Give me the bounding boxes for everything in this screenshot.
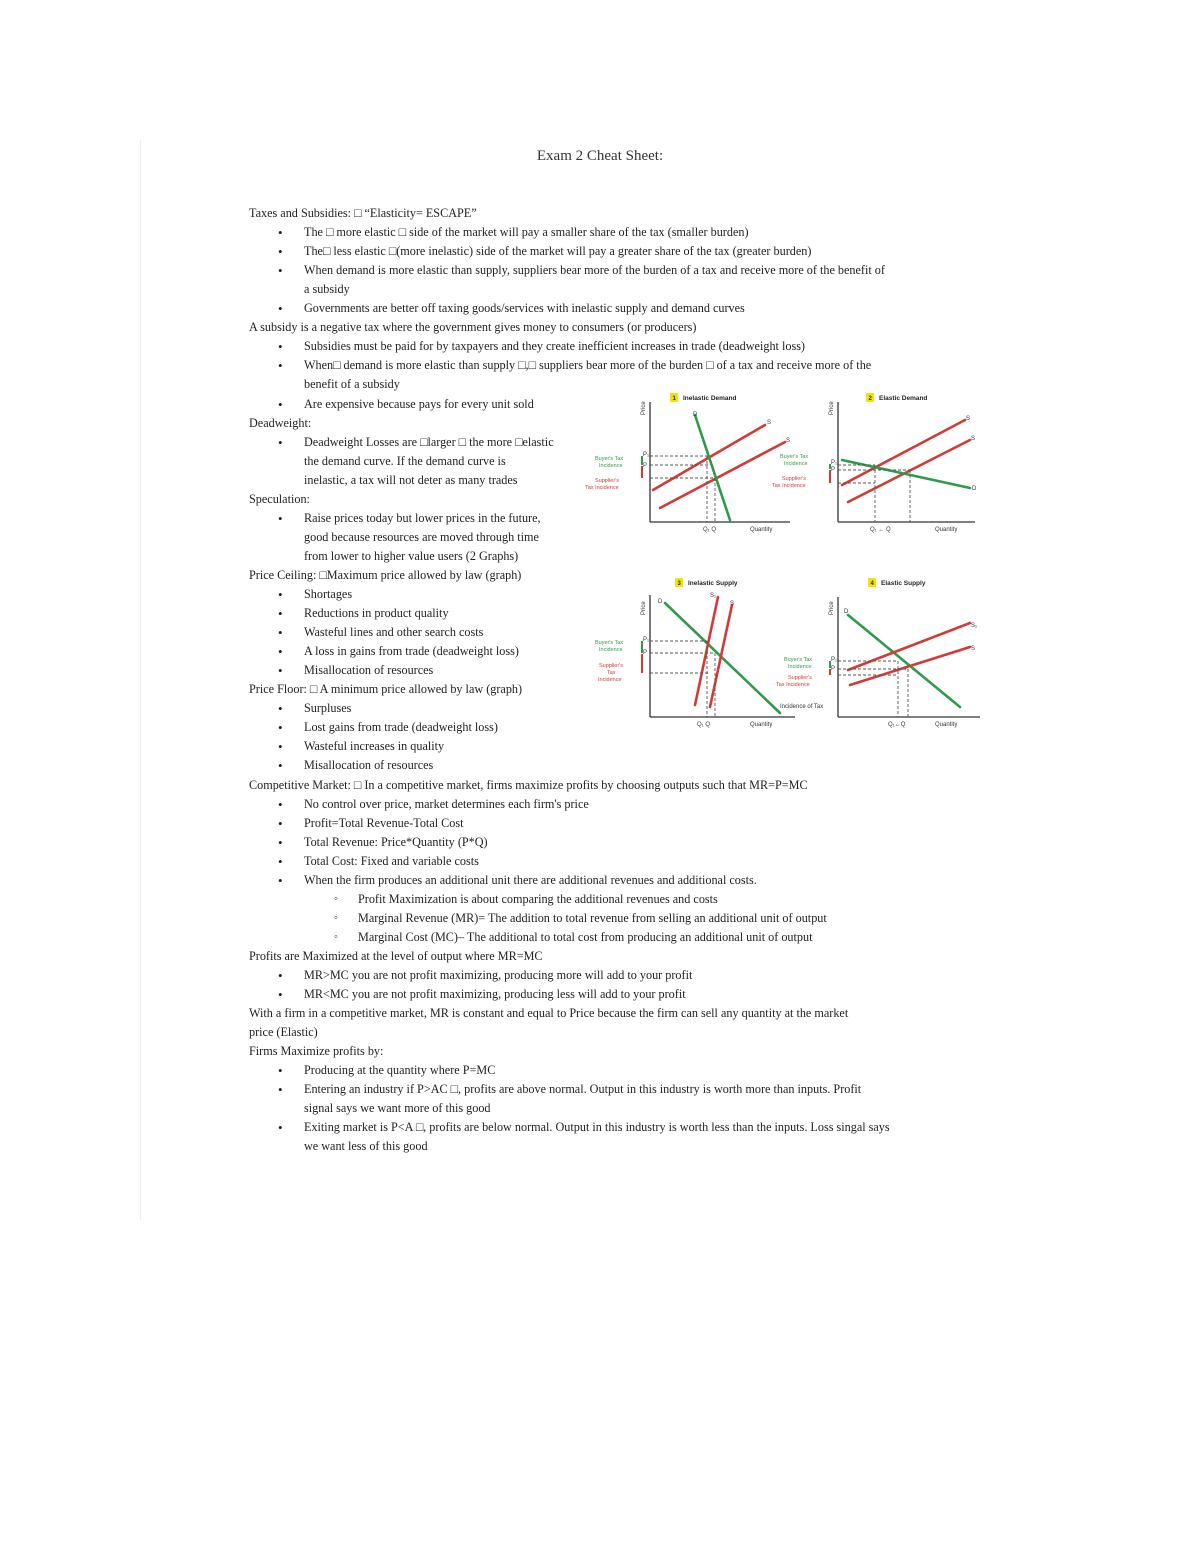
chart-number: 3 bbox=[677, 581, 681, 587]
list-item: • The □ more elastic □ side of the market will pay a smaller share of the tax (smaller burden) bbox=[304, 225, 749, 240]
x-axis-label: Quantity bbox=[935, 527, 958, 533]
buyer-label: Buyer's Tax bbox=[784, 657, 813, 663]
page-title: Exam 2 Cheat Sheet: bbox=[536, 148, 664, 164]
curve-label: S₁ bbox=[710, 593, 717, 599]
y-axis-label: Price bbox=[641, 601, 647, 615]
list-item: • Entering an industry if P>AC □, profits are above normal. Output in this industry is worth more than inputs. Profit bbox=[304, 1082, 861, 1097]
list-item: • The□ less elastic □(more inelastic) side of the market will pay a greater share of the tax (greater burden) bbox=[304, 244, 811, 259]
section-heading-price-ceiling: Price Ceiling: □Maximum price allowed by law (graph) bbox=[249, 568, 522, 582]
curve-label: S bbox=[786, 438, 791, 444]
y-axis-label: Price bbox=[829, 401, 835, 415]
buyer-label: Buyer's Tax bbox=[595, 640, 624, 646]
curve-label: D bbox=[972, 486, 977, 492]
quantity-label: Q₁ Q bbox=[703, 527, 717, 533]
list-item: • Total Cost: Fixed and variable costs bbox=[304, 854, 479, 869]
list-item: • When□ demand is more elastic than supply □,□ suppliers bear more of the burden □ of a tax and receive more of the bbox=[304, 358, 871, 373]
list-item-continuation: from lower to higher value users (2 Graphs) bbox=[304, 549, 519, 563]
paragraph-subsidy: A subsidy is a negative tax where the government gives money to consumers (or producers) bbox=[249, 320, 697, 334]
supplier-label: Tax Incidence bbox=[776, 682, 810, 688]
price-label: P bbox=[643, 650, 648, 656]
list-item: • Raise prices today but lower prices in the future, bbox=[304, 511, 541, 526]
chart-heading: Inelastic Supply bbox=[688, 580, 738, 587]
chart-heading: Elastic Demand bbox=[879, 395, 928, 402]
supplier-incidence-bar bbox=[641, 654, 643, 673]
list-item-continuation: signal says we want more of this good bbox=[304, 1101, 491, 1115]
chart-number: 1 bbox=[672, 396, 676, 402]
supplier-label: Incidence bbox=[598, 677, 622, 683]
list-item: • Surpluses bbox=[304, 701, 351, 716]
section-heading-firms: Firms Maximize profits by: bbox=[249, 1044, 384, 1058]
list-item: • Wasteful increases in quality bbox=[304, 739, 444, 754]
list-item-continuation: inelastic, a tax will not deter as many trades bbox=[304, 473, 518, 487]
chart-number: 4 bbox=[870, 581, 874, 587]
price-label: P bbox=[831, 666, 836, 672]
demand-curve bbox=[695, 415, 730, 520]
y-axis-label: Price bbox=[641, 401, 647, 415]
list-item: • No control over price, market determines each firm's price bbox=[304, 797, 589, 812]
demand-curve bbox=[665, 603, 780, 713]
list-item: • Reductions in product quality bbox=[304, 606, 449, 621]
paragraph-profit-max: Profits are Maximized at the level of output where MR=MC bbox=[249, 949, 543, 963]
supply-curve bbox=[850, 647, 970, 685]
sub-list-item: ◦ Profit Maximization is about comparing the additional revenues and costs bbox=[358, 892, 718, 907]
curve-label: S bbox=[971, 646, 976, 652]
buyer-label: Incidence bbox=[784, 461, 808, 467]
section-heading-competitive-market: Competitive Market: □ In a competitive market, firms maximize profits by choosing outputs such that MR=P=MC bbox=[249, 778, 808, 792]
quantity-label: Q₁ Q bbox=[697, 722, 711, 728]
section-heading-price-floor: Price Floor: □ A minimum price allowed by law (graph) bbox=[249, 682, 523, 696]
price-label: P₁ bbox=[643, 452, 650, 458]
chart-number: 2 bbox=[868, 396, 872, 402]
curve-label: S bbox=[730, 601, 735, 607]
supplier-label: Tax Incidence bbox=[585, 485, 619, 491]
page-edge bbox=[140, 140, 141, 1220]
list-item: • Governments are better off taxing goods/services with inelastic supply and demand curves bbox=[304, 301, 745, 316]
supplier-label: Tax Incidence bbox=[772, 483, 806, 489]
list-item: • When demand is more elastic than supply, suppliers bear more of the burden of a tax and receive more of the benefit of bbox=[304, 263, 885, 278]
sub-list-item: ◦ Marginal Cost (MC)– The additional to total cost from producing an additional unit of output bbox=[358, 930, 812, 945]
paragraph-mr-constant: With a firm in a competitive market, MR is constant and equal to Price because the firm can sell any quantity at the market bbox=[249, 1006, 849, 1020]
supplier-label: Supplier's bbox=[599, 663, 623, 669]
list-item: • Exiting market is P<A □, profits are below normal. Output in this industry is worth less than the inputs. Loss singal says bbox=[304, 1120, 890, 1135]
list-item: • Producing at the quantity where P=MC bbox=[304, 1063, 495, 1078]
list-item: • Lost gains from trade (deadweight loss) bbox=[304, 720, 498, 735]
price-label: P₁ bbox=[831, 460, 838, 466]
list-item: • Misallocation of resources bbox=[304, 758, 433, 773]
chart-heading: Elastic Supply bbox=[881, 580, 926, 587]
supplier-label: Tax bbox=[607, 670, 616, 676]
y-axis-label: Price bbox=[829, 601, 835, 615]
list-item: • A loss in gains from trade (deadweight loss) bbox=[304, 644, 519, 659]
buyer-label: Incidence bbox=[599, 647, 623, 653]
list-item: • Wasteful lines and other search costs bbox=[304, 625, 483, 640]
buyer-label: Incidence bbox=[599, 463, 623, 469]
price-label: P₁ bbox=[643, 637, 650, 643]
list-item-continuation: we want less of this good bbox=[304, 1139, 428, 1153]
chart-note: Incidence of Tax bbox=[780, 704, 824, 710]
quantity-label: Q₁←Q bbox=[888, 722, 906, 728]
chart-heading: Inelastic Demand bbox=[683, 395, 737, 402]
section-heading-deadweight: Deadweight: bbox=[249, 416, 312, 430]
list-item: • When the firm produces an additional unit there are additional revenues and additional costs. bbox=[304, 873, 757, 888]
curve-label: S bbox=[966, 416, 971, 422]
quantity-label: Q₁ ← Q bbox=[870, 527, 891, 533]
curve-label: S bbox=[767, 420, 772, 426]
curve-label: D bbox=[658, 599, 663, 605]
price-label: P₁ bbox=[831, 657, 838, 663]
list-item: • MR>MC you are not profit maximizing, producing more will add to your profit bbox=[304, 968, 692, 983]
sub-list-item: ◦ Marginal Revenue (MR)= The addition to total revenue from selling an additional unit of output bbox=[358, 911, 827, 926]
price-label: P bbox=[831, 467, 836, 473]
list-item: • Profit=Total Revenue-Total Cost bbox=[304, 816, 464, 831]
section-heading-speculation: Speculation: bbox=[249, 492, 310, 506]
buyer-label: Buyer's Tax bbox=[595, 456, 624, 462]
curve-label: S₁ bbox=[971, 623, 978, 629]
list-item: • MR<MC you are not profit maximizing, producing less will add to your profit bbox=[304, 987, 686, 1002]
list-item-continuation: benefit of a subsidy bbox=[304, 377, 400, 391]
x-axis-label: Quantity bbox=[935, 722, 958, 728]
section-heading-taxes: Taxes and Subsidies: □ “Elasticity= ESCAPE” bbox=[249, 206, 477, 220]
list-item: • Are expensive because pays for every unit sold bbox=[304, 397, 534, 412]
list-item: • Misallocation of resources bbox=[304, 663, 433, 678]
chart-elastic-supply bbox=[770, 575, 990, 735]
list-item-continuation: a subsidy bbox=[304, 282, 350, 296]
curve-label: D bbox=[693, 412, 698, 418]
curve-label: S bbox=[971, 436, 976, 442]
curve-label: D bbox=[844, 609, 849, 615]
chart-elastic-demand bbox=[770, 390, 990, 540]
buyer-label: Buyer's Tax bbox=[780, 454, 809, 460]
list-item: • Total Revenue: Price*Quantity (P*Q) bbox=[304, 835, 488, 850]
x-axis-label: Quantity bbox=[750, 527, 773, 533]
list-item: • Shortages bbox=[304, 587, 352, 602]
x-axis-label: Quantity bbox=[750, 722, 773, 728]
supplier-label: Supplier's bbox=[595, 478, 619, 484]
list-item-continuation: the demand curve. If the demand curve is bbox=[304, 454, 506, 468]
list-item: • Deadweight Losses are □larger □ the more □elastic bbox=[304, 435, 554, 450]
price-label: P bbox=[643, 463, 648, 469]
buyer-label: Incidence bbox=[788, 664, 812, 670]
supplier-label: Supplier's bbox=[788, 675, 812, 681]
list-item: • Subsidies must be paid for by taxpayers and they create inefficient increases in trade (deadweight loss) bbox=[304, 339, 805, 354]
paragraph-continuation: price (Elastic) bbox=[249, 1025, 318, 1039]
supplier-label: Supplier's bbox=[782, 476, 806, 482]
list-item-continuation: good because resources are moved through time bbox=[304, 530, 539, 544]
